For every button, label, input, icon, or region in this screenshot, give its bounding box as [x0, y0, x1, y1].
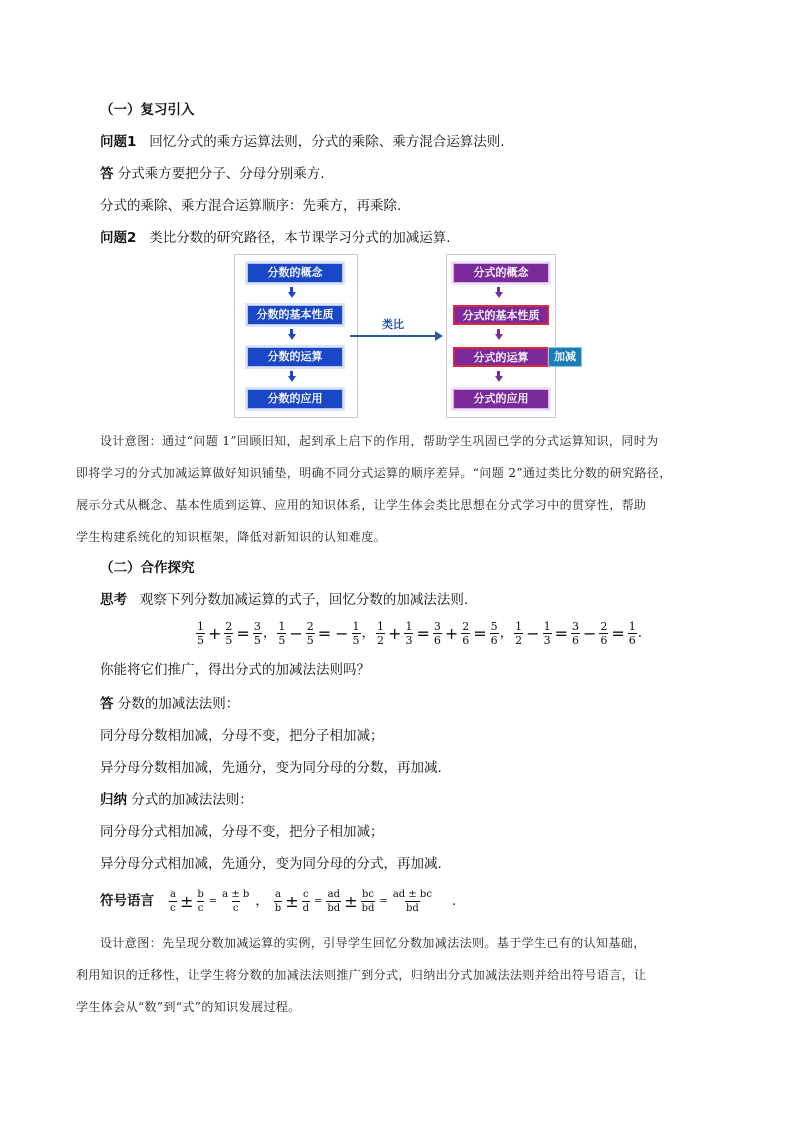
design-note-2-line-2: 利用知识的迁移性，让学生将分数的加减法法则推广到分式，归纳出分式加减法法则并给出符号语言，让 [76, 968, 647, 982]
operator: − [526, 623, 540, 643]
right-arrow-icon [435, 331, 443, 341]
think-prompt [100, 590, 468, 610]
fraction [404, 620, 413, 647]
summary-text: 分式的加减法法则： [131, 792, 253, 808]
answer-1 [100, 164, 325, 184]
fraction-equations [195, 616, 642, 650]
denominator: 5 [278, 633, 286, 647]
rule-different-denominator-fraction: 异分母分数相加减，先通分，变为同分母的分数，再加减. [100, 760, 442, 776]
numerator: 1 [377, 619, 385, 633]
fraction-application-box: 分数的应用 [247, 389, 343, 409]
denominator: c [232, 902, 239, 914]
plus-minus-sign: ± [344, 891, 358, 911]
numerator: 1 [543, 619, 551, 633]
algebraic-fraction-operation-box: 分式的运算 [453, 347, 549, 367]
equals-sign: = [236, 623, 250, 643]
section-heading-review: （一）复习引入 [100, 102, 195, 118]
question-2 [100, 228, 451, 248]
fraction [302, 888, 310, 915]
denominator: 5 [306, 633, 314, 647]
question-2-label: 问题2 [100, 230, 137, 246]
numerator: 3 [253, 619, 261, 633]
fraction [628, 620, 637, 647]
fraction-concept-box: 分数的概念 [247, 263, 343, 283]
numerator: 1 [197, 619, 204, 633]
period: . [451, 893, 457, 909]
design-note-1-line-2: 即将学习的分式加减运算做好知识铺垫，明确不同分式运算的顺序差异。“问题 2”通过类比分数的研究路径， [76, 466, 672, 480]
fraction [224, 620, 233, 647]
rule-same-denominator-algebraic: 同分母分式相加减，分母不变，把分子相加减； [100, 824, 384, 840]
symbolic-language-label: 符号语言 [100, 893, 154, 909]
numerator: b [197, 888, 204, 900]
denominator: b [274, 902, 282, 914]
numerator: 2 [600, 619, 608, 633]
fraction [376, 620, 385, 647]
symbolic-language [100, 884, 456, 918]
answer-2-label: 答 [100, 696, 114, 712]
question-1-text: 回忆分式的乘方运算法则，分式的乘除、乘方混合运算法则. [149, 134, 505, 150]
numerator: 2 [225, 619, 233, 633]
operator: + [444, 623, 459, 643]
separator: ， [255, 893, 269, 909]
rule-different-denominator-algebraic: 异分母分式相加减，先通分，变为同分母的分式，再加减. [100, 856, 442, 872]
think-text: 观察下列分数加减运算的式子，回忆分数的加减法法则. [139, 592, 469, 608]
algebraic-fraction-application-box: 分式的应用 [453, 389, 549, 409]
down-arrow-icon [495, 334, 503, 340]
down-arrow-icon [288, 292, 296, 298]
numerator: 1 [278, 619, 286, 633]
denominator: 6 [628, 633, 636, 647]
period: . [637, 625, 643, 641]
add-subtract-tag: 加减 [548, 347, 582, 367]
operator: + [388, 623, 402, 643]
denominator: 5 [225, 633, 233, 647]
denominator: 2 [377, 633, 385, 647]
denominator: 6 [571, 633, 579, 647]
operator: − [289, 623, 303, 643]
denominator: 6 [433, 633, 441, 647]
fraction-operation-box: 分数的运算 [247, 347, 343, 367]
denominator: 6 [600, 633, 608, 647]
think-label: 思考 [100, 592, 127, 608]
section-heading-explore: （二）合作探究 [100, 560, 195, 576]
denominator: d [302, 902, 309, 914]
design-note-2-line-1: 设计意图：先呈现分数加减运算的实例，引导学生回忆分数加减法法则。基于学生已有的认知基础， [100, 936, 646, 950]
fraction [543, 620, 552, 647]
numerator: c [302, 888, 309, 900]
denominator: c [170, 902, 176, 914]
numerator: a ± b [222, 888, 250, 900]
fraction [490, 620, 499, 647]
denominator: 3 [543, 633, 551, 647]
denominator: 2 [515, 633, 523, 647]
analogy-label: 类比 [382, 318, 404, 331]
fraction [571, 620, 580, 647]
down-arrow-icon [288, 376, 296, 382]
fraction-property-box: 分数的基本性质 [247, 305, 343, 325]
equals-sign: = [317, 623, 332, 643]
denominator: 5 [352, 633, 360, 647]
numerator: 2 [306, 619, 314, 633]
fraction [277, 620, 286, 647]
question-1 [100, 132, 505, 152]
equals-sign: = [554, 623, 568, 643]
equals-sign: = [473, 623, 487, 643]
fraction [599, 620, 608, 647]
design-note-2-line-3: 学生体会从“数”到“式”的知识发展过程。 [76, 1000, 301, 1014]
down-arrow-icon [495, 376, 503, 382]
answer-1-order: 分式的乘除、乘方混合运算顺序：先乘方，再乘除. [100, 198, 402, 214]
down-arrow-icon [495, 292, 503, 298]
design-note-1-line-3: 展示分式从概念、基本性质到运算、应用的知识体系，让学生体会类比思想在分式学习中的贯穿性，帮助 [76, 498, 647, 512]
fraction [274, 888, 282, 915]
numerator: 2 [462, 619, 470, 633]
numerator: bc [362, 888, 375, 900]
fraction [196, 888, 204, 915]
equals-sign: = [314, 895, 323, 907]
equals-sign: = [416, 623, 430, 643]
fraction [461, 620, 470, 647]
algebraic-fraction-property-box: 分式的基本性质 [453, 305, 549, 325]
denominator: bd [405, 902, 419, 914]
operator: − [582, 623, 597, 643]
equals-sign: = [208, 895, 218, 907]
summary-label: 归纳 [100, 792, 127, 808]
denominator: 5 [197, 633, 204, 647]
analogy-arrow-line [350, 335, 435, 337]
numerator: 3 [571, 619, 579, 633]
numerator: 1 [352, 619, 360, 633]
separator: ， [361, 625, 376, 641]
numerator: ad ± bc [392, 888, 432, 900]
fraction [326, 888, 341, 915]
equals-sign: = [379, 895, 388, 907]
fraction [169, 888, 177, 915]
answer-2 [100, 694, 239, 714]
fraction [514, 620, 523, 647]
fraction [306, 620, 315, 647]
numerator: 3 [433, 619, 441, 633]
fraction [196, 620, 205, 647]
fraction [433, 620, 442, 647]
fraction [361, 888, 376, 915]
algebraic-fraction-concept-box: 分式的概念 [453, 263, 549, 283]
separator: ， [499, 625, 514, 641]
design-note-1-line-4: 学生构建系统化的知识框架，降低对新知识的认知难度。 [76, 530, 387, 544]
denominator: bd [361, 902, 375, 914]
answer-1-label: 答 [100, 166, 114, 182]
summary [100, 790, 253, 810]
plus-minus-sign: ± [179, 891, 194, 911]
denominator: bd [327, 902, 341, 914]
operator: + [208, 623, 222, 643]
design-note-1-line-1: 设计意图：通过“问题 1”回顾旧知，起到承上启下的作用，帮助学生巩固已学的分式运算知识，同时为 [100, 434, 659, 448]
answer-1-text: 分式乘方要把分子、分母分别乘方. [117, 166, 325, 182]
question-1-label: 问题1 [100, 134, 137, 150]
minus-sign: − [335, 623, 349, 643]
denominator: 5 [253, 633, 261, 647]
fraction [352, 620, 361, 647]
equals-sign: = [611, 623, 625, 643]
denominator: c [197, 902, 204, 914]
numerator: a [170, 888, 176, 900]
numerator: 1 [405, 619, 413, 633]
answer-2-text: 分数的加减法法则： [117, 696, 240, 712]
rule-same-denominator-fraction: 同分母分数相加减，分母不变，把分子相加减； [100, 728, 384, 744]
numerator: ad [327, 888, 340, 900]
denominator: 3 [405, 633, 413, 647]
denominator: 6 [490, 633, 498, 647]
plus-minus-sign: ± [285, 891, 299, 911]
numerator: a [275, 888, 281, 900]
fraction [253, 620, 262, 647]
down-arrow-icon [288, 334, 296, 340]
fraction [221, 888, 250, 915]
numerator: 1 [515, 619, 523, 633]
question-2-text: 类比分数的研究路径，本节课学习分式的加减运算. [149, 230, 451, 246]
generalize-question: 你能将它们推广，得出分式的加减法法则吗？ [100, 662, 370, 678]
numerator: 5 [490, 619, 498, 633]
denominator: 6 [462, 633, 470, 647]
numerator: 1 [628, 619, 636, 633]
separator: ， [262, 625, 277, 641]
fraction [392, 888, 433, 915]
